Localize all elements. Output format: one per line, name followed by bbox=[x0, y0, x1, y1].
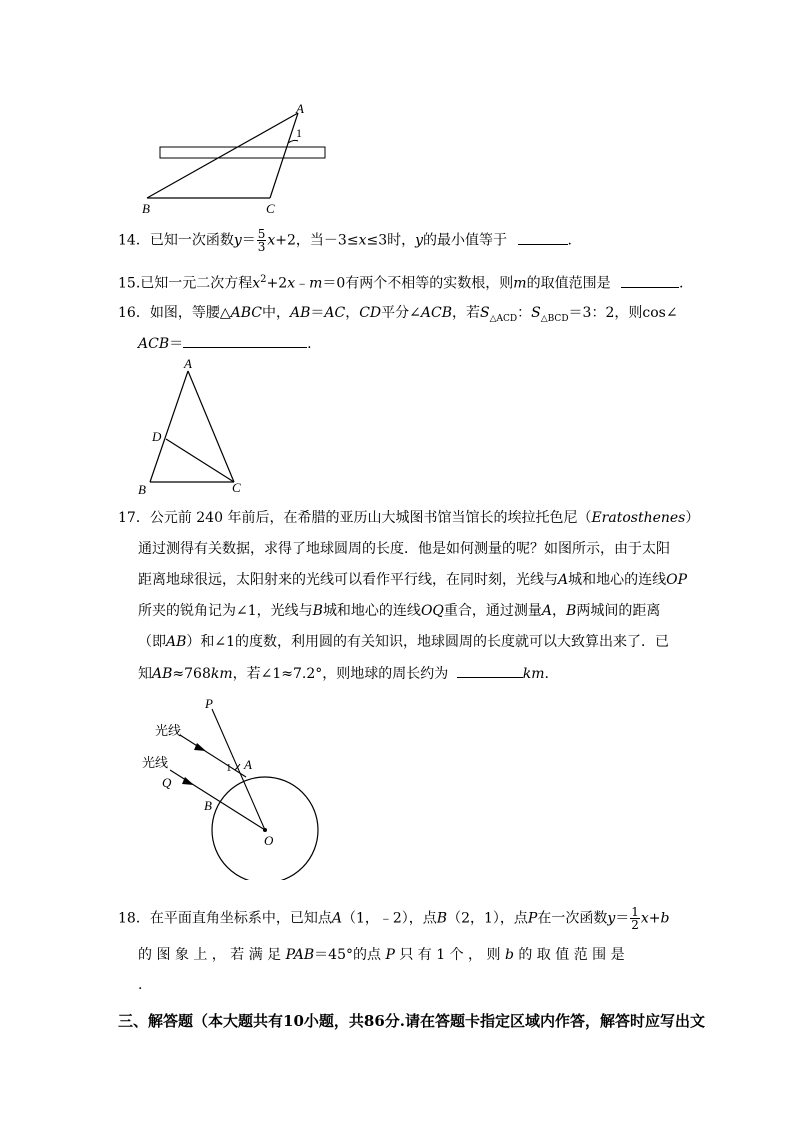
answer-blank-17[interactable] bbox=[457, 663, 523, 678]
label-P: P bbox=[205, 696, 213, 711]
label-O: O bbox=[264, 833, 274, 848]
ruler-rectangle bbox=[160, 147, 325, 158]
light-ray-1 bbox=[180, 735, 246, 777]
label-A: A bbox=[296, 101, 304, 116]
question-17-line2: 通过测得有关数据，求得了地球圆周的长度．他是如何测量的呢？如图所示，由于太阳 bbox=[138, 541, 670, 557]
section-3-heading: 三、解答题（本大题共有10小题，共86分.请在答题卡指定区域内作答，解答时应写出文 bbox=[118, 1012, 705, 1030]
question-18-line1: 18．在平面直角坐标系中，已知点A（1，﹣2），点B（2，1），点P在一次函数y＝ $\frac{1}{2}$ x+b bbox=[118, 905, 670, 932]
label-angle-1: 1 bbox=[296, 126, 302, 140]
angle-1-arc bbox=[235, 764, 240, 770]
question-16: 16．如图，等腰△ABC中，AB＝AC，CD平分∠ACB，若$S_{\triangle ACD}$：$S_{\triangle BCD}=3$：2，则cos∠ bbox=[118, 305, 678, 324]
label-Q: Q bbox=[162, 775, 172, 790]
fraction-5-3: $\frac{5}{3}$ bbox=[257, 227, 266, 254]
angle-1-arc bbox=[288, 140, 298, 143]
question-17-line3: 距离地球很远，太阳射来的光线可以看作平行线，在同时刻，光线与A城和地心的连线OP bbox=[138, 572, 688, 588]
question-17-line4: 所夹的锐角记为∠1，光线与B城和地心的连线OQ重合，通过测量A，B两城间的距离 bbox=[138, 603, 661, 619]
label-ray-2: 光线 bbox=[142, 755, 169, 770]
question-18-line2: 的 图 象 上 ， 若 满 足 PAB＝45°的点 P 只 有 1 个 ， 则 b 的 取 值 范 围 是 bbox=[138, 947, 625, 963]
label-A: A bbox=[244, 757, 252, 772]
question-17-line5: （即AB）和∠1的度数，利用圆的有关知识，地球圆周的长度就可以大致算出来了．已 bbox=[138, 634, 670, 650]
figure-isosceles-triangle bbox=[130, 355, 260, 500]
line-OP bbox=[212, 709, 265, 830]
figure-earth-circumference bbox=[130, 695, 340, 880]
segment-CD bbox=[166, 439, 234, 482]
question-14: 14．已知一次函数y＝ $\frac{5}{3}$ x+2，当－3≤x≤3时，y的最小值等于 . bbox=[118, 227, 572, 254]
label-C: C bbox=[266, 201, 275, 216]
side-BA bbox=[147, 113, 298, 198]
question-17-line6: 知AB≈768km，若∠1≈7.2°，则地球的周长约为 km. bbox=[138, 663, 549, 684]
label-B: B bbox=[142, 201, 150, 216]
arrow-head-1 bbox=[194, 743, 206, 751]
answer-blank-16[interactable] bbox=[183, 333, 307, 348]
question-15: 15.已知一元二次方程$x^2+2x﹣m=0$有两个不相等的实数根，则m的取值范围是 . bbox=[118, 274, 684, 292]
side-AB bbox=[150, 371, 188, 482]
fraction-1-2: $\frac{1}{2}$ bbox=[631, 905, 639, 932]
label-B: B bbox=[204, 798, 212, 813]
figure-triangle-ruler bbox=[130, 95, 350, 220]
label-angle-1: 1 bbox=[226, 762, 232, 774]
label-D: D bbox=[152, 429, 162, 444]
question-17-line1: 17．公元前 240 年前后，在希腊的亚历山大城图书馆当馆长的埃拉托色尼（Eratosthenes） bbox=[118, 510, 700, 526]
label-C: C bbox=[232, 480, 241, 495]
answer-blank-14[interactable] bbox=[518, 230, 568, 245]
label-A: A bbox=[184, 356, 192, 371]
side-AC bbox=[188, 371, 234, 482]
label-ray-1: 光线 bbox=[155, 723, 182, 738]
label-B: B bbox=[138, 482, 146, 497]
center-O-dot bbox=[263, 828, 267, 832]
question-18-line3: . bbox=[138, 977, 143, 993]
answer-blank-15[interactable] bbox=[621, 273, 679, 288]
question-16-line2: ACB＝ . bbox=[138, 333, 312, 354]
